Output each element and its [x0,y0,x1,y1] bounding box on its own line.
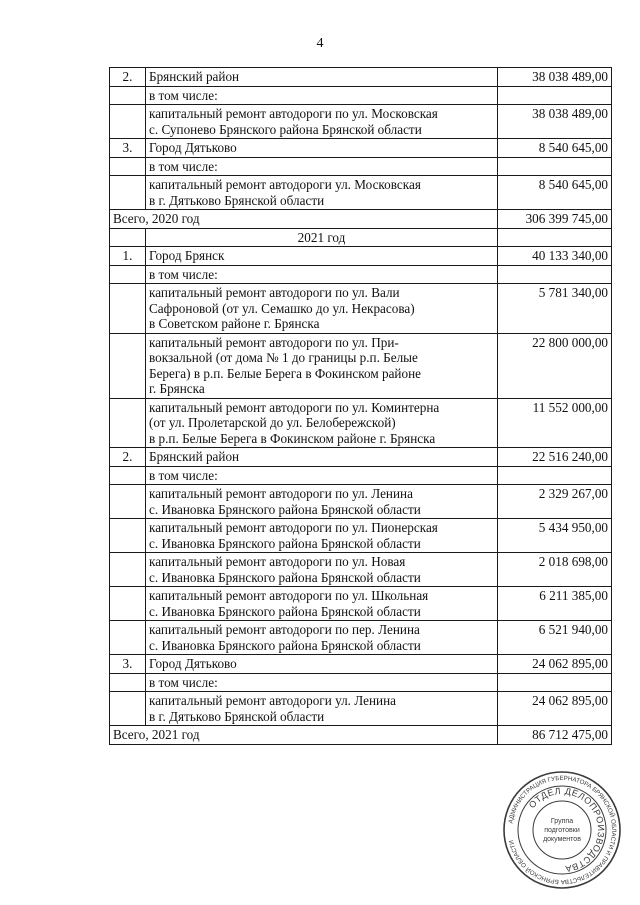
row-description [146,139,498,158]
table-row-item [110,519,612,553]
row-amount: 2 018 698,00 [498,553,612,587]
description-line: г. Брянска [149,381,205,396]
table-row-sub [110,673,612,692]
row-description [146,673,498,692]
table-row-item [110,398,612,448]
row-number [110,176,146,210]
description-line: капитальный ремонт автодороги по ул. Школьная [149,588,429,603]
stamp-middle-text: ОТДЕЛ ДЕЛОПРОИЗВОДСТВА [526,785,607,874]
description-line: капитальный ремонт автодороги по ул. При- [149,334,399,350]
row-description [146,265,498,284]
row-amount: 24 062 895,00 [498,655,612,674]
row-description [146,105,498,139]
description-line: с. Ивановка Брянского района Брянской области [149,501,421,517]
table-row-item [110,333,612,398]
description-line: капитальный ремонт автодороги по ул. Новая [149,554,406,569]
stamp-outer-text: АДМИНИСТРАЦИЯ ГУБЕРНАТОРА БРЯНСКОЙ ОБЛАСТИ И ПРАВИТЕЛЬСТВА БРЯНСКОЙ ОБЛАСТИ [507,774,618,886]
row-number [110,398,146,448]
table-row-item [110,621,612,655]
row-number [110,157,146,176]
row-number [110,553,146,587]
stamp-center-line-2: подготовки [544,827,580,834]
row-description [146,86,498,105]
year-header: 2021 год [146,228,498,247]
table-row-item [110,105,612,139]
total-amount: 306 399 745,00 [498,210,612,229]
row-number [110,485,146,519]
row-amount: 6 211 385,00 [498,587,612,621]
year-amount-cell [498,228,612,247]
year-number-cell [110,228,146,247]
row-amount: 38 038 489,00 [498,105,612,139]
description-line: Город Дятьково [149,140,237,155]
row-number: 2. [110,68,146,87]
description-line: капитальный ремонт автодороги по ул. Пионерская [149,520,438,535]
description-line: с. Супонево Брянского района Брянской области [149,121,422,137]
description-line: в том числе: [149,158,218,174]
description-line: Сафроновой (от ул. Семашко до ул. Некрасова) [149,300,415,316]
row-amount: 24 062 895,00 [498,692,612,726]
row-description [146,448,498,467]
row-amount: 22 516 240,00 [498,448,612,467]
description-line: в том числе: [149,467,218,483]
row-number: 1. [110,247,146,266]
description-line: в том числе: [149,87,218,103]
description-line: с. Ивановка Брянского района Брянской области [149,637,421,653]
row-amount: 8 540 645,00 [498,139,612,158]
row-amount: 5 781 340,00 [498,284,612,334]
budget-table-body [110,68,612,745]
table-row-region [110,68,612,87]
table-row-total [110,726,612,745]
table-row-item [110,284,612,334]
description-line: капитальный ремонт автодороги по ул. Коминтерна [149,399,440,415]
row-amount [498,86,612,105]
row-amount: 8 540 645,00 [498,176,612,210]
row-amount: 38 038 489,00 [498,68,612,87]
row-description [146,587,498,621]
row-amount: 5 434 950,00 [498,519,612,553]
row-description [146,621,498,655]
table-row-sub [110,157,612,176]
row-description [146,485,498,519]
description-line: Брянский район [149,69,240,84]
table-row-region [110,448,612,467]
row-amount: 40 133 340,00 [498,247,612,266]
table-row-sub [110,86,612,105]
table-row-sub [110,466,612,485]
table-row-region [110,139,612,158]
description-line: Город Дятьково [149,656,237,671]
description-line: (от ул. Пролетарской до ул. Белобережской) [149,415,396,430]
row-amount: 22 800 000,00 [498,333,612,398]
row-description [146,68,498,87]
description-line: в р.п. Белые Берега в Фокинском районе г. Брянска [149,430,436,446]
description-line: капитальный ремонт автодороги по ул. Вали [149,285,400,300]
table-row-item [110,587,612,621]
row-description [146,284,498,334]
description-line: в том числе: [149,266,218,282]
page-number: 4 [316,36,324,51]
table-row-item [110,692,612,726]
row-amount [498,265,612,284]
description-line: Брянский район [149,449,240,464]
description-line: с. Ивановка Брянского района Брянской области [149,569,421,585]
row-description [146,398,498,448]
row-number [110,105,146,139]
row-amount [498,673,612,692]
table-row-region [110,655,612,674]
description-line: в г. Дятьково Брянской области [149,192,325,208]
row-amount: 11 552 000,00 [498,398,612,448]
description-line: в г. Дятьково Брянской области [149,708,325,724]
table-row-sub [110,265,612,284]
description-line: в Советском районе г. Брянска [149,316,320,331]
description-line: в том числе: [149,674,218,690]
row-description [146,519,498,553]
row-number [110,673,146,692]
row-description [146,333,498,398]
row-description [146,553,498,587]
stamp-center-line-3: документов [543,836,581,843]
row-description [146,466,498,485]
row-number [110,265,146,284]
table-row-item [110,176,612,210]
table-row-total [110,210,612,229]
table-row-item [110,485,612,519]
row-number [110,86,146,105]
stamp-center-line-1: Группа [550,818,574,825]
row-number [110,519,146,553]
row-amount [498,466,612,485]
row-number [110,284,146,334]
office-stamp [502,770,622,890]
row-description [146,247,498,266]
table-row-year [110,228,612,247]
budget-table [109,67,612,745]
description-line: капитальный ремонт автодороги по ул. Московская [149,106,438,121]
description-line: капитальный ремонт автодороги ул. Московская [149,177,421,192]
row-number [110,333,146,398]
total-label: Всего, 2020 год [110,210,498,229]
description-line: с. Ивановка Брянского района Брянской области [149,603,421,619]
description-line: капитальный ремонт автодороги по пер. Ленина [149,622,420,637]
description-line: капитальный ремонт автодороги ул. Ленина [149,693,396,708]
row-description [146,176,498,210]
description-line: вокзальной (от дома № 1 до границы р.п. Белые [149,350,418,365]
total-label: Всего, 2021 год [110,726,498,745]
table-row-item [110,553,612,587]
row-number: 3. [110,139,146,158]
row-amount: 6 521 940,00 [498,621,612,655]
description-line: с. Ивановка Брянского района Брянской области [149,535,421,551]
description-line: капитальный ремонт автодороги по ул. Ленина [149,486,413,501]
row-number [110,692,146,726]
row-amount: 2 329 267,00 [498,485,612,519]
row-number [110,587,146,621]
row-description [146,157,498,176]
row-number [110,621,146,655]
row-amount [498,157,612,176]
row-number: 3. [110,655,146,674]
description-line: Город Брянск [149,248,225,263]
table-row-region [110,247,612,266]
row-description [146,655,498,674]
description-line: Берега) в р.п. Белые Берега в Фокинском районе [149,365,421,381]
row-description [146,692,498,726]
row-number: 2. [110,448,146,467]
row-number [110,466,146,485]
total-amount: 86 712 475,00 [498,726,612,745]
